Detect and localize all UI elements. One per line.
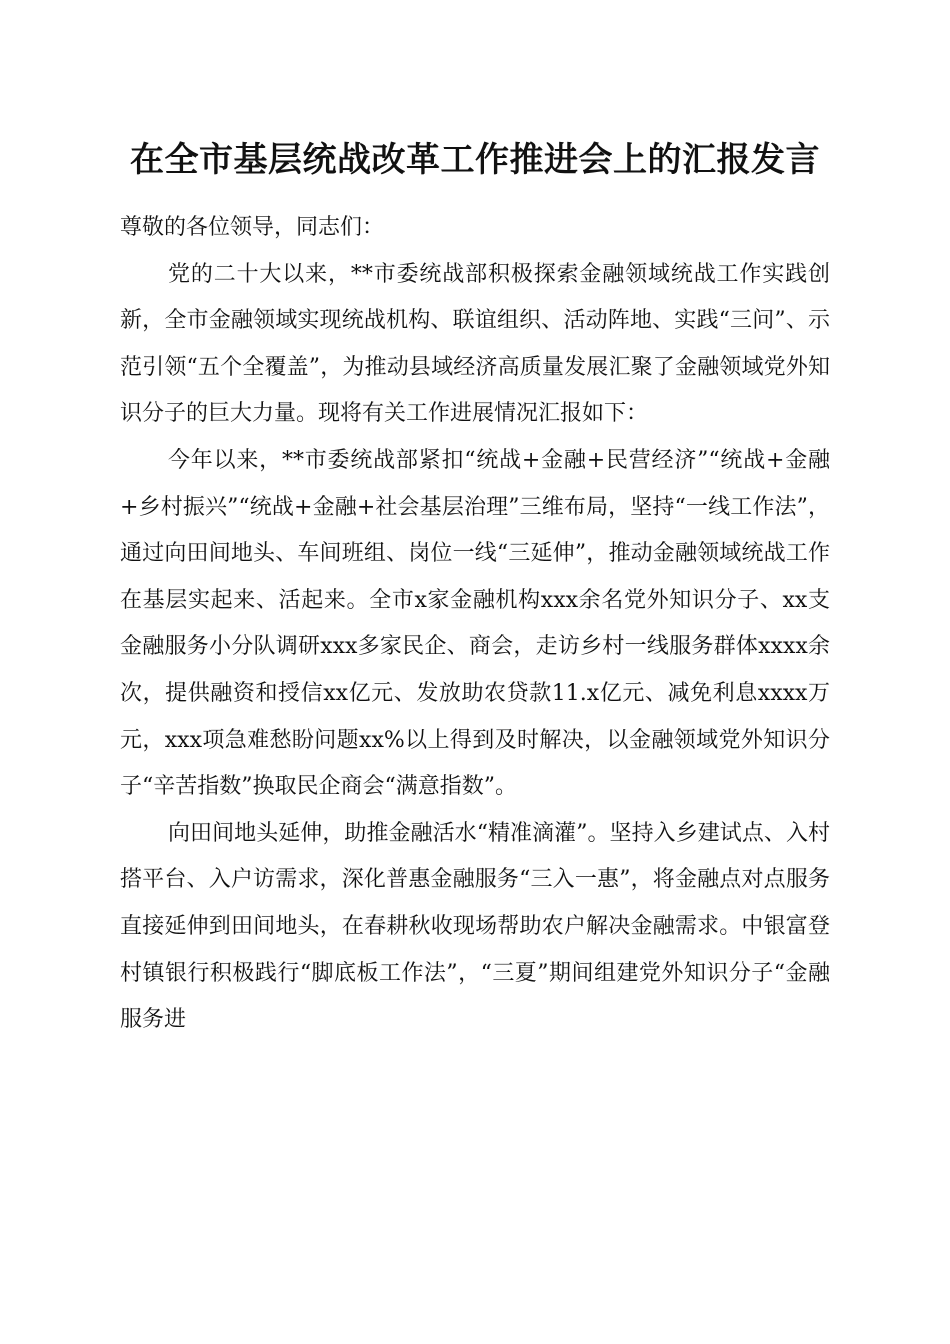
paragraph-field-extension: 向田间地头延伸，助推金融活水“精准滴灌”。坚持入乡建试点、入村搭平台、入户访需求，深化普惠金融服务“三入一惠”，将金融点对点服务直接延伸到田间地头，在春耕秋收现场帮助农户解决金融需求。中银富登村镇银行积极践行“脚底板工作法”，“三夏”期间组建党外知识分子“金融服务进: [120, 820, 830, 1033]
paragraph-overview: 今年以来，**市委统战部紧扣“统战+金融+民营经济”“统战+金融+乡村振兴”“统战+金融+社会基层治理”三维布局，坚持“一线工作法”，通过向田间地头、车间班组、岗位一线“三延伸”，推动金融领域统战工作在基层实起来、活起来。全市x家金融机构xxx余名党外知识分子、xx支金融服务小分队调研xxx多家民企、商会，走访乡村一线服务群体xxxx余次，提供融资和授信xx亿元、发放助农贷款11.x亿元、减免利息xxxx万元，xxx项急难愁盼问题xx%以上得到及时解决，以金融领域党外知识分子“辛苦指数”换取民企商会“满意指数”。: [120, 447, 830, 800]
document-title: 在全市基层统战改革工作推进会上的汇报发言: [130, 140, 820, 180]
paragraph-intro: 党的二十大以来，**市委统战部积极探索金融领域统战工作实践创新，全市金融领域实现统战机构、联谊组织、活动阵地、实践“三问”、示范引领“五个全覆盖”，为推动县域经济高质量发展汇聚了金融领域党外知识分子的巨大力量。现将有关工作进展情况汇报如下：: [120, 261, 830, 427]
document-body: [120, 205, 830, 1044]
salutation: 尊敬的各位领导，同志们：: [120, 215, 385, 240]
